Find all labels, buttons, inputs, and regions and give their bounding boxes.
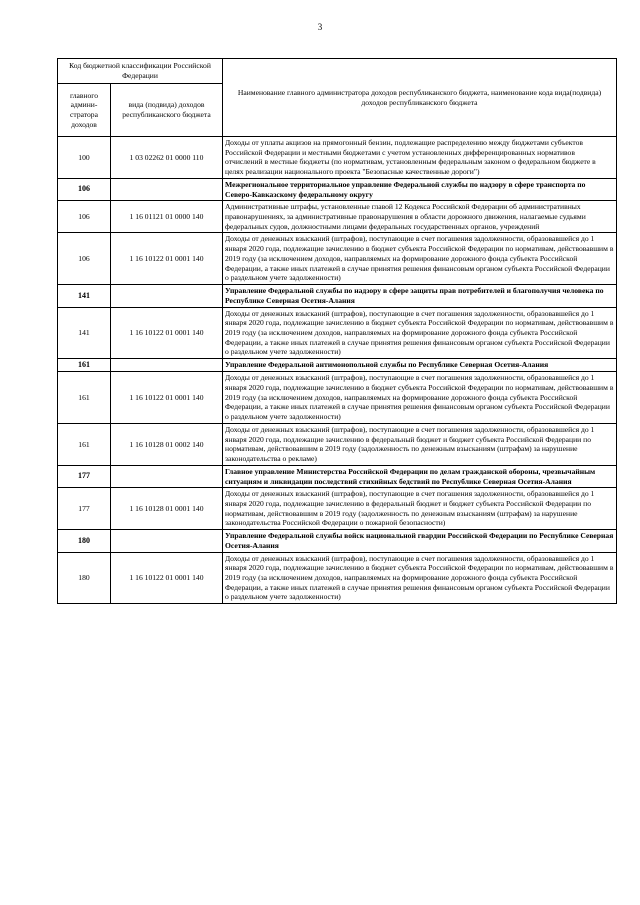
header-classification-group: Код бюджетной классификации Российской Федерации	[58, 59, 223, 84]
description-cell: Доходы от денежных взысканий (штрафов), поступающие в счет погашения задолженности, образовавшейся до 1 января 2020 года, подлежащие зачислению в федеральный бюджет и бюджет субъекта Российской Федерации по нормативам, действовавшим в 2019 году (задолженность по денежным взысканиям (штрафам) за нарушение законодательства о рекламе)	[223, 423, 617, 465]
admin-code-cell: 106	[58, 233, 111, 285]
admin-code-cell: 177	[58, 488, 111, 530]
description-cell: Доходы от денежных взысканий (штрафов), поступающие в счет погашения задолженности, образовавшейся до 1 января 2020 года, подлежащие зачислению в бюджет субъекта Российской Федерации по нормативам, действовавшим в 2019 году (за исключением доходов, направляемых на формирование дорожного фонда субъекта Российской Федерации, а также иных платежей в случае принятия решения финансовым органом субъекта Российской Федерации о раздельном учете задолженности)	[223, 233, 617, 285]
table-row	[58, 201, 617, 233]
income-code-cell	[111, 178, 223, 200]
income-code-cell: 1 16 10128 01 0002 140	[111, 423, 223, 465]
admin-code-cell: 106	[58, 201, 111, 233]
admin-code-cell: 141	[58, 285, 111, 307]
budget-classification-table	[57, 58, 617, 604]
table-row	[58, 233, 617, 285]
income-code-cell	[111, 530, 223, 552]
income-code-cell: 1 03 02262 01 0000 110	[111, 137, 223, 179]
administrator-heading-row	[58, 178, 617, 200]
description-cell: Доходы от уплаты акцизов на прямогонный бензин, подлежащие распределению между бюджетами субъектов Российской Федерации и местными бюджетами с учетом установленных дифференцированных нормативов отчислений в местные бюджеты (по нормативам, установленным федеральным законом о федеральном бюджете в целях реализации национального проекта "Безопасные качественные дороги")	[223, 137, 617, 179]
table-row	[58, 307, 617, 359]
income-code-cell: 1 16 01121 01 0000 140	[111, 201, 223, 233]
table-row	[58, 552, 617, 604]
description-cell: Административные штрафы, установленные главой 12 Кодекса Российской Федерации об административных правонарушениях, за административные правонарушения в области дорожного движения, налагаемые судьями федеральных судов, должностными лицами федеральных государственных органов, учреждений	[223, 201, 617, 233]
income-code-cell: 1 16 10128 01 0001 140	[111, 488, 223, 530]
description-cell: Межрегиональное территориальное управление Федеральной службы по надзору в сфере транспорта по Северо-Кавказскому федеральному округу	[223, 178, 617, 200]
admin-code-cell: 180	[58, 530, 111, 552]
table-body	[58, 137, 617, 604]
income-code-cell: 1 16 10122 01 0001 140	[111, 552, 223, 604]
description-cell: Доходы от денежных взысканий (штрафов), поступающие в счет погашения задолженности, образовавшейся до 1 января 2020 года, подлежащие зачислению в бюджет субъекта Российской Федерации по нормативам, действовавшим в 2019 году (за исключением доходов, направляемых на формирование дорожного фонда субъекта Российской Федерации, а также иных платежей в случае принятия решения финансовым органом субъекта Российской Федерации о раздельном учете задолженности)	[223, 307, 617, 359]
table-row	[58, 488, 617, 530]
header-code-column: вида (подвида) доходов республиканского бюджета	[111, 84, 223, 137]
admin-code-cell: 100	[58, 137, 111, 179]
admin-code-cell: 161	[58, 423, 111, 465]
table-row	[58, 137, 617, 179]
administrator-heading-row	[58, 285, 617, 307]
header-admin-column: главного админи-стратора доходов	[58, 84, 111, 137]
table-row	[58, 423, 617, 465]
description-cell: Управление Федеральной службы по надзору в сфере защиты прав потребителей и благополучия человека по Республике Северная Осетия-Алания	[223, 285, 617, 307]
administrator-heading-row	[58, 465, 617, 487]
admin-code-cell: 106	[58, 178, 111, 200]
admin-code-cell: 141	[58, 307, 111, 359]
admin-code-cell: 180	[58, 552, 111, 604]
description-cell: Доходы от денежных взысканий (штрафов), поступающие в счет погашения задолженности, образовавшейся до 1 января 2020 года, подлежащие зачислению в бюджет субъекта Российской Федерации по нормативам, действовавшим в 2019 году (за исключением доходов, направляемых на формирование дорожного фонда субъекта Российской Федерации, а также иных платежей в случае принятия решения финансовым органом субъекта Российской Федерации о раздельном учете задолженности)	[223, 372, 617, 424]
page-number: 3	[317, 22, 323, 32]
administrator-heading-row	[58, 359, 617, 372]
income-code-cell	[111, 285, 223, 307]
admin-code-cell: 161	[58, 372, 111, 424]
table-row	[58, 372, 617, 424]
description-cell: Управление Федеральной антимонопольной службы по Республике Северная Осетия-Алания	[223, 359, 617, 372]
description-cell: Доходы от денежных взысканий (штрафов), поступающие в счет погашения задолженности, образовавшейся до 1 января 2020 года, подлежащие зачислению в федеральный бюджет и бюджет субъекта Российской Федерации по нормативам, действовавшим в 2019 году (задолженность по денежным взысканиям (штрафам) за нарушение законодательства Российской Федерации о пожарной безопасности)	[223, 488, 617, 530]
income-code-cell: 1 16 10122 01 0001 140	[111, 307, 223, 359]
income-code-cell: 1 16 10122 01 0001 140	[111, 372, 223, 424]
income-code-cell	[111, 465, 223, 487]
income-code-cell	[111, 359, 223, 372]
description-cell: Главное управление Министерства Российской Федерации по делам гражданской обороны, чрезвычайным ситуациям и ликвидации последствий стихийных бедствий по Республике Северная Осетия-Алания	[223, 465, 617, 487]
description-cell: Управление Федеральной службы войск национальной гвардии Российской Федерации по Республике Северная Осетия-Алания	[223, 530, 617, 552]
header-name-column: Наименование главного администратора доходов республиканского бюджета, наименование кода вида(подвида) доходов республиканского бюджета	[223, 59, 617, 137]
admin-code-cell: 161	[58, 359, 111, 372]
administrator-heading-row	[58, 530, 617, 552]
income-code-cell: 1 16 10122 01 0001 140	[111, 233, 223, 285]
description-cell: Доходы от денежных взысканий (штрафов), поступающие в счет погашения задолженности, образовавшейся до 1 января 2020 года, подлежащие зачислению в бюджет субъекта Российской Федерации по нормативам, действовавшим в 2019 году (за исключением доходов, направляемых на формирование дорожного фонда субъекта Российской Федерации, а также иных платежей в случае принятия решения финансовым органом субъекта Российской Федерации о раздельном учете задолженности)	[223, 552, 617, 604]
admin-code-cell: 177	[58, 465, 111, 487]
